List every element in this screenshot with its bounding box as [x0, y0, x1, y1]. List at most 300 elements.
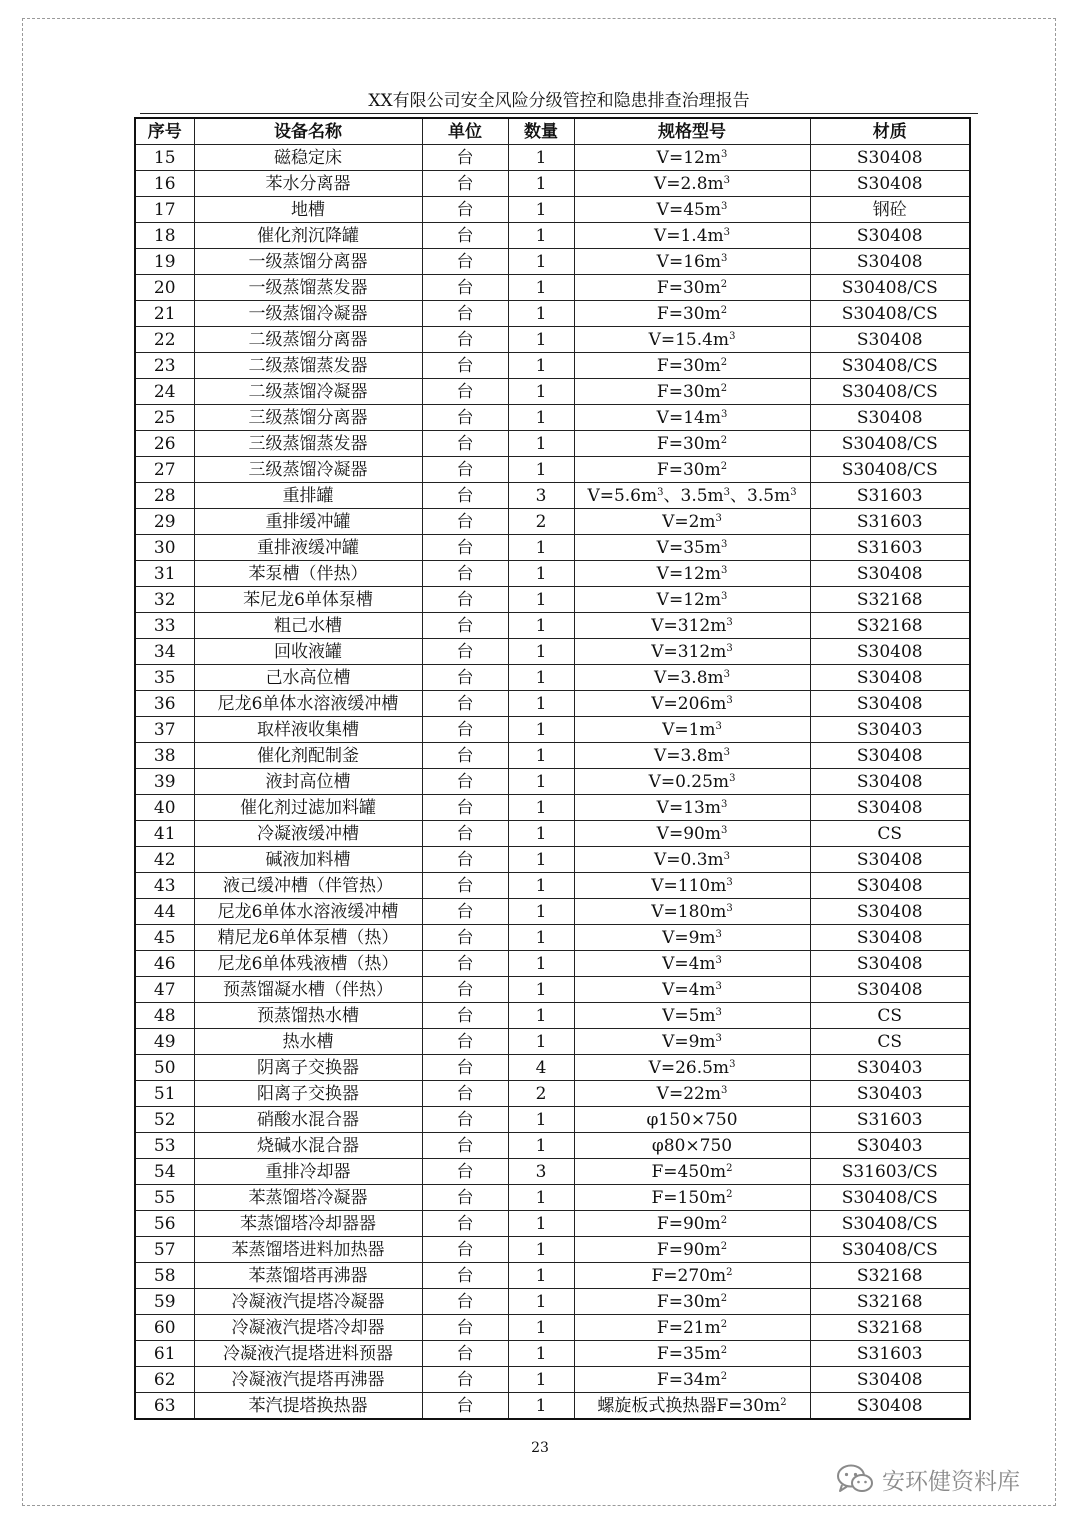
cell-unit: 台: [422, 639, 508, 665]
cell-spec: $V=9m^3$: [574, 1029, 810, 1055]
table-row: [135, 275, 970, 301]
cell-qty: 1: [508, 639, 574, 665]
cell-material: S30408: [810, 639, 970, 665]
cell-qty: 1: [508, 1237, 574, 1263]
cell-no: 57: [135, 1237, 194, 1263]
cell-qty: 1: [508, 821, 574, 847]
cell-unit: 台: [422, 1211, 508, 1237]
cell-material: S30408: [810, 925, 970, 951]
cell-qty: 1: [508, 223, 574, 249]
cell-name: 尼龙6单体水溶液缓冲槽: [194, 691, 422, 717]
table-row: [135, 743, 970, 769]
cell-qty: 1: [508, 1393, 574, 1420]
cell-material: S31603: [810, 483, 970, 509]
cell-spec: $V=3.8m^3$: [574, 665, 810, 691]
cell-no: 33: [135, 613, 194, 639]
cell-material: CS: [810, 1029, 970, 1055]
cell-qty: 1: [508, 691, 574, 717]
cell-spec: $V=5.6m^3$、$3.5m^3$、$3.5m^3$: [574, 483, 810, 509]
cell-material: S30408: [810, 1367, 970, 1393]
table-row: [135, 353, 970, 379]
cell-material: S31603: [810, 509, 970, 535]
cell-material: S30403: [810, 1133, 970, 1159]
cell-name: 回收液罐: [194, 639, 422, 665]
cell-spec: $V=1.4m^3$: [574, 223, 810, 249]
cell-unit: 台: [422, 1107, 508, 1133]
cell-unit: 台: [422, 1081, 508, 1107]
cell-spec: $V=2m^3$: [574, 509, 810, 535]
cell-name: 地槽: [194, 197, 422, 223]
cell-material: S30408/CS: [810, 353, 970, 379]
cell-material: S30408/CS: [810, 431, 970, 457]
cell-no: 35: [135, 665, 194, 691]
cell-no: 17: [135, 197, 194, 223]
cell-material: CS: [810, 1003, 970, 1029]
cell-unit: 台: [422, 145, 508, 171]
cell-material: 钢砼: [810, 197, 970, 223]
report-title: XX有限公司安全风险分级管控和隐患排查治理报告: [140, 90, 978, 114]
cell-unit: 台: [422, 795, 508, 821]
cell-spec: $V=13m^3$: [574, 795, 810, 821]
cell-qty: 1: [508, 379, 574, 405]
cell-qty: 1: [508, 873, 574, 899]
cell-no: 39: [135, 769, 194, 795]
cell-qty: 1: [508, 951, 574, 977]
cell-no: 52: [135, 1107, 194, 1133]
cell-spec: $V=5m^3$: [574, 1003, 810, 1029]
cell-spec: $F=35m^2$: [574, 1341, 810, 1367]
cell-qty: 2: [508, 1081, 574, 1107]
cell-qty: 1: [508, 1003, 574, 1029]
cell-material: S32168: [810, 1289, 970, 1315]
cell-unit: 台: [422, 457, 508, 483]
table-row: [135, 1341, 970, 1367]
cell-no: 60: [135, 1315, 194, 1341]
cell-no: 22: [135, 327, 194, 353]
cell-name: 预蒸馏热水槽: [194, 1003, 422, 1029]
cell-no: 51: [135, 1081, 194, 1107]
col-header-name: 设备名称: [194, 118, 422, 145]
cell-spec: $V=12m^3$: [574, 145, 810, 171]
table-row: [135, 1133, 970, 1159]
cell-name: 取样液收集槽: [194, 717, 422, 743]
cell-qty: 1: [508, 665, 574, 691]
cell-material: S30408: [810, 1393, 970, 1420]
cell-material: S30408: [810, 847, 970, 873]
cell-name: 苯蒸馏塔再沸器: [194, 1263, 422, 1289]
cell-no: 63: [135, 1393, 194, 1420]
cell-unit: 台: [422, 899, 508, 925]
cell-name: 苯尼龙6单体泵槽: [194, 587, 422, 613]
cell-no: 48: [135, 1003, 194, 1029]
col-header-spec: 规格型号: [574, 118, 810, 145]
cell-no: 42: [135, 847, 194, 873]
cell-material: S30408: [810, 899, 970, 925]
cell-unit: 台: [422, 587, 508, 613]
cell-unit: 台: [422, 821, 508, 847]
cell-name: 冷凝液汽提塔冷却器: [194, 1315, 422, 1341]
cell-name: 二级蒸馏冷凝器: [194, 379, 422, 405]
cell-name: 苯蒸馏塔进料加热器: [194, 1237, 422, 1263]
cell-material: S30408: [810, 171, 970, 197]
table-row: [135, 977, 970, 1003]
cell-name: 一级蒸馏分离器: [194, 249, 422, 275]
cell-spec: $F=90m^2$: [574, 1237, 810, 1263]
cell-no: 20: [135, 275, 194, 301]
table-row: [135, 795, 970, 821]
cell-unit: 台: [422, 1393, 508, 1420]
cell-material: S30403: [810, 717, 970, 743]
cell-spec: $V=2.8m^3$: [574, 171, 810, 197]
cell-no: 30: [135, 535, 194, 561]
cell-no: 15: [135, 145, 194, 171]
cell-unit: 台: [422, 249, 508, 275]
cell-qty: 1: [508, 457, 574, 483]
cell-material: S30408: [810, 795, 970, 821]
table-row: [135, 561, 970, 587]
cell-qty: 1: [508, 1185, 574, 1211]
cell-no: 28: [135, 483, 194, 509]
cell-spec: $V=15.4m^3$: [574, 327, 810, 353]
cell-qty: 4: [508, 1055, 574, 1081]
cell-spec: $F=34m^2$: [574, 1367, 810, 1393]
cell-unit: 台: [422, 171, 508, 197]
cell-name: 重排罐: [194, 483, 422, 509]
cell-material: S30408: [810, 743, 970, 769]
cell-material: S30408/CS: [810, 1237, 970, 1263]
cell-unit: 台: [422, 301, 508, 327]
cell-unit: 台: [422, 769, 508, 795]
cell-name: 硝酸水混合器: [194, 1107, 422, 1133]
table-row: [135, 769, 970, 795]
cell-qty: 1: [508, 197, 574, 223]
cell-spec: $V=16m^3$: [574, 249, 810, 275]
col-header-no: 序号: [135, 118, 194, 145]
cell-no: 36: [135, 691, 194, 717]
cell-unit: 台: [422, 483, 508, 509]
cell-name: 一级蒸馏冷凝器: [194, 301, 422, 327]
cell-spec: $V=206m^3$: [574, 691, 810, 717]
cell-material: S31603: [810, 1107, 970, 1133]
cell-material: S32168: [810, 587, 970, 613]
cell-spec: $V=35m^3$: [574, 535, 810, 561]
table-row: [135, 1029, 970, 1055]
cell-unit: 台: [422, 509, 508, 535]
cell-no: 25: [135, 405, 194, 431]
table-row: [135, 717, 970, 743]
cell-spec: $V=12m^3$: [574, 587, 810, 613]
cell-unit: 台: [422, 1367, 508, 1393]
cell-no: 62: [135, 1367, 194, 1393]
table-row: [135, 1237, 970, 1263]
cell-qty: 1: [508, 925, 574, 951]
cell-material: S30403: [810, 1081, 970, 1107]
cell-no: 21: [135, 301, 194, 327]
cell-unit: 台: [422, 925, 508, 951]
cell-spec: φ150×750: [574, 1107, 810, 1133]
cell-material: S30408: [810, 977, 970, 1003]
cell-qty: 1: [508, 353, 574, 379]
cell-qty: 1: [508, 899, 574, 925]
cell-material: S30408/CS: [810, 379, 970, 405]
cell-qty: 1: [508, 847, 574, 873]
cell-material: S30408: [810, 223, 970, 249]
cell-spec: $F=30m^2$: [574, 457, 810, 483]
cell-spec: $F=30m^2$: [574, 1289, 810, 1315]
cell-name: 苯蒸馏塔冷凝器: [194, 1185, 422, 1211]
cell-unit: 台: [422, 717, 508, 743]
cell-name: 冷凝液汽提塔再沸器: [194, 1367, 422, 1393]
table-row: [135, 1055, 970, 1081]
cell-unit: 台: [422, 613, 508, 639]
cell-unit: 台: [422, 561, 508, 587]
cell-material: S30408: [810, 873, 970, 899]
cell-unit: 台: [422, 431, 508, 457]
cell-unit: 台: [422, 1289, 508, 1315]
cell-qty: 1: [508, 1029, 574, 1055]
cell-material: S30408/CS: [810, 457, 970, 483]
cell-no: 24: [135, 379, 194, 405]
cell-spec: $V=90m^3$: [574, 821, 810, 847]
cell-name: 一级蒸馏蒸发器: [194, 275, 422, 301]
cell-unit: 台: [422, 665, 508, 691]
cell-material: S30408/CS: [810, 301, 970, 327]
table-row: [135, 379, 970, 405]
cell-unit: 台: [422, 1263, 508, 1289]
cell-material: S30408: [810, 145, 970, 171]
table-row: [135, 223, 970, 249]
cell-material: S31603: [810, 1341, 970, 1367]
table-body: [135, 145, 970, 1420]
cell-no: 18: [135, 223, 194, 249]
cell-name: 尼龙6单体水溶液缓冲槽: [194, 899, 422, 925]
cell-name: 阴离子交换器: [194, 1055, 422, 1081]
cell-qty: 1: [508, 795, 574, 821]
table-row: [135, 1107, 970, 1133]
cell-unit: 台: [422, 1159, 508, 1185]
cell-no: 26: [135, 431, 194, 457]
table-row: [135, 1185, 970, 1211]
cell-no: 23: [135, 353, 194, 379]
cell-name: 三级蒸馏分离器: [194, 405, 422, 431]
cell-spec: $V=22m^3$: [574, 1081, 810, 1107]
cell-spec: $F=21m^2$: [574, 1315, 810, 1341]
table-header-row: [135, 118, 970, 145]
cell-name: 液封高位槽: [194, 769, 422, 795]
cell-no: 38: [135, 743, 194, 769]
cell-no: 34: [135, 639, 194, 665]
table-row: [135, 535, 970, 561]
table-row: [135, 1003, 970, 1029]
cell-name: 重排缓冲罐: [194, 509, 422, 535]
cell-name: 催化剂过滤加料罐: [194, 795, 422, 821]
table-row: [135, 327, 970, 353]
cell-qty: 1: [508, 613, 574, 639]
cell-spec: $F=30m^2$: [574, 353, 810, 379]
cell-spec: 螺旋板式换热器$F=30m^2$: [574, 1393, 810, 1420]
cell-qty: 1: [508, 327, 574, 353]
table-row: [135, 951, 970, 977]
table-row: [135, 301, 970, 327]
cell-no: 53: [135, 1133, 194, 1159]
cell-no: 54: [135, 1159, 194, 1185]
table-row: [135, 587, 970, 613]
cell-spec: $V=9m^3$: [574, 925, 810, 951]
cell-name: 苯水分离器: [194, 171, 422, 197]
cell-name: 二级蒸馏分离器: [194, 327, 422, 353]
cell-material: S30408/CS: [810, 275, 970, 301]
cell-name: 苯蒸馏塔冷却器器: [194, 1211, 422, 1237]
cell-qty: 1: [508, 587, 574, 613]
cell-unit: 台: [422, 1341, 508, 1367]
table-row: [135, 613, 970, 639]
cell-spec: $V=45m^3$: [574, 197, 810, 223]
cell-qty: 1: [508, 1315, 574, 1341]
cell-material: S31603: [810, 535, 970, 561]
cell-name: 重排冷却器: [194, 1159, 422, 1185]
cell-spec: $V=312m^3$: [574, 639, 810, 665]
cell-name: 苯汽提塔换热器: [194, 1393, 422, 1420]
cell-unit: 台: [422, 327, 508, 353]
cell-no: 45: [135, 925, 194, 951]
table-row: [135, 1315, 970, 1341]
cell-unit: 台: [422, 1029, 508, 1055]
cell-no: 41: [135, 821, 194, 847]
cell-name: 粗己水槽: [194, 613, 422, 639]
cell-no: 59: [135, 1289, 194, 1315]
table-row: [135, 1289, 970, 1315]
cell-spec: $V=1m^3$: [574, 717, 810, 743]
table-row: [135, 847, 970, 873]
cell-unit: 台: [422, 873, 508, 899]
cell-name: 三级蒸馏蒸发器: [194, 431, 422, 457]
page-number: 23: [531, 1440, 549, 1456]
table-row: [135, 821, 970, 847]
cell-qty: 1: [508, 1211, 574, 1237]
cell-unit: 台: [422, 1315, 508, 1341]
cell-name: 磁稳定床: [194, 145, 422, 171]
cell-spec: $F=30m^2$: [574, 275, 810, 301]
cell-unit: 台: [422, 1185, 508, 1211]
cell-spec: $V=110m^3$: [574, 873, 810, 899]
cell-qty: 3: [508, 1159, 574, 1185]
cell-qty: 1: [508, 171, 574, 197]
wechat-icon: [836, 1464, 874, 1494]
cell-material: S30408: [810, 249, 970, 275]
cell-spec: $V=180m^3$: [574, 899, 810, 925]
cell-name: 重排液缓冲罐: [194, 535, 422, 561]
cell-spec: $V=3.8m^3$: [574, 743, 810, 769]
cell-material: S30408: [810, 405, 970, 431]
table-row: [135, 1393, 970, 1420]
col-header-material: 材质: [810, 118, 970, 145]
cell-material: S30403: [810, 1055, 970, 1081]
cell-unit: 台: [422, 223, 508, 249]
cell-qty: 1: [508, 1107, 574, 1133]
table-row: [135, 431, 970, 457]
cell-name: 碱液加料槽: [194, 847, 422, 873]
cell-unit: 台: [422, 1003, 508, 1029]
cell-spec: $V=4m^3$: [574, 977, 810, 1003]
cell-no: 47: [135, 977, 194, 1003]
cell-material: CS: [810, 821, 970, 847]
cell-no: 55: [135, 1185, 194, 1211]
table-row: [135, 1263, 970, 1289]
watermark-text: 安环健资料库: [882, 1468, 1020, 1495]
cell-name: 苯泵槽（伴热）: [194, 561, 422, 587]
table-row: [135, 1081, 970, 1107]
cell-unit: 台: [422, 379, 508, 405]
cell-unit: 台: [422, 743, 508, 769]
cell-qty: 2: [508, 509, 574, 535]
cell-material: S30408/CS: [810, 1185, 970, 1211]
cell-material: S30408: [810, 561, 970, 587]
cell-unit: 台: [422, 1237, 508, 1263]
cell-unit: 台: [422, 1133, 508, 1159]
table-row: [135, 197, 970, 223]
cell-qty: 1: [508, 301, 574, 327]
cell-spec: $F=150m^2$: [574, 1185, 810, 1211]
table-row: [135, 145, 970, 171]
cell-unit: 台: [422, 1055, 508, 1081]
cell-qty: 1: [508, 535, 574, 561]
cell-unit: 台: [422, 353, 508, 379]
table-row: [135, 171, 970, 197]
cell-material: S32168: [810, 1263, 970, 1289]
cell-spec: $V=14m^3$: [574, 405, 810, 431]
cell-material: S30408: [810, 327, 970, 353]
cell-name: 冷凝液缓冲槽: [194, 821, 422, 847]
cell-no: 50: [135, 1055, 194, 1081]
table-row: [135, 639, 970, 665]
cell-name: 烧碱水混合器: [194, 1133, 422, 1159]
cell-unit: 台: [422, 275, 508, 301]
cell-qty: 1: [508, 1341, 574, 1367]
cell-material: S30408: [810, 665, 970, 691]
col-header-unit: 单位: [422, 118, 508, 145]
cell-unit: 台: [422, 691, 508, 717]
cell-qty: 1: [508, 1263, 574, 1289]
table-row: [135, 483, 970, 509]
cell-qty: 1: [508, 769, 574, 795]
cell-no: 56: [135, 1211, 194, 1237]
cell-material: S30408: [810, 951, 970, 977]
cell-qty: 1: [508, 717, 574, 743]
col-header-qty: 数量: [508, 118, 574, 145]
cell-material: S30408/CS: [810, 1211, 970, 1237]
cell-spec: $F=270m^2$: [574, 1263, 810, 1289]
cell-unit: 台: [422, 197, 508, 223]
cell-no: 19: [135, 249, 194, 275]
table-row: [135, 691, 970, 717]
cell-unit: 台: [422, 405, 508, 431]
table-row: [135, 509, 970, 535]
table-row: [135, 405, 970, 431]
cell-material: S30408: [810, 691, 970, 717]
cell-qty: 1: [508, 249, 574, 275]
cell-name: 热水槽: [194, 1029, 422, 1055]
cell-no: 49: [135, 1029, 194, 1055]
cell-no: 40: [135, 795, 194, 821]
cell-no: 16: [135, 171, 194, 197]
cell-spec: $V=0.3m^3$: [574, 847, 810, 873]
cell-name: 己水高位槽: [194, 665, 422, 691]
cell-spec: $F=30m^2$: [574, 431, 810, 457]
cell-spec: $F=30m^2$: [574, 301, 810, 327]
cell-material: S30408: [810, 769, 970, 795]
cell-name: 催化剂配制釜: [194, 743, 422, 769]
equipment-table: [134, 117, 971, 1420]
